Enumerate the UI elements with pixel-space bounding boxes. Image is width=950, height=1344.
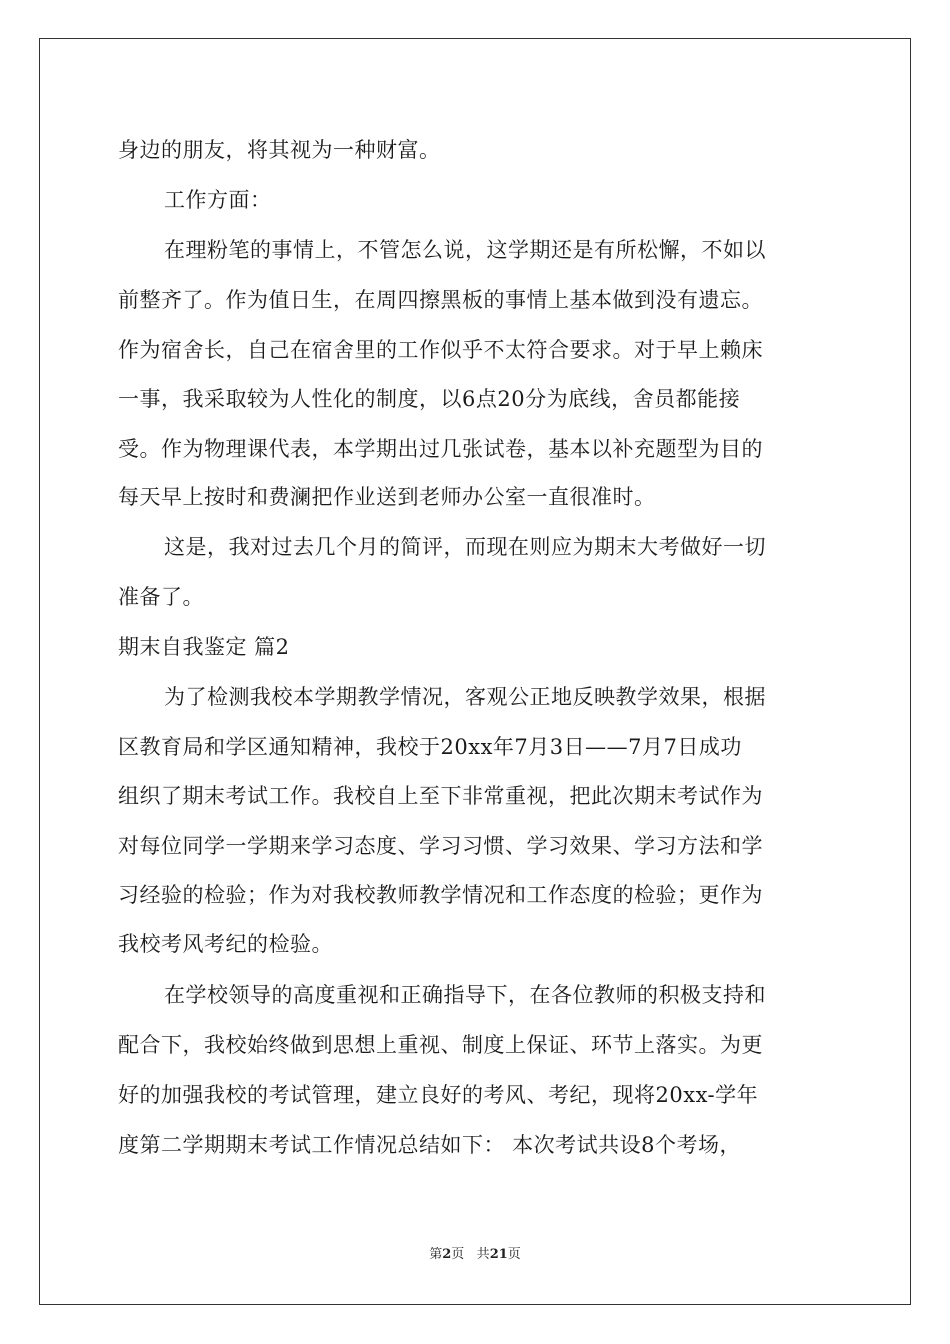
text-line-9: 这是，我对过去几个月的简评，而现在则应为期末大考做好一切 — [164, 535, 766, 559]
footer-page-prefix: 第 — [429, 1247, 443, 1262]
footer-total-prefix: 共 — [476, 1247, 490, 1262]
footer-page-suffix: 页 — [451, 1247, 465, 1262]
text-line-14: 组织了期末考试工作。我校自上至下非常重视，把此次期末考试作为 — [118, 784, 763, 808]
text-line-8: 每天早上按时和费澜把作业送到老师办公室一直很准时。 — [118, 485, 656, 509]
footer-total-suffix: 页 — [507, 1247, 521, 1262]
text-line-21: 度第二学期期末考试工作情况总结如下： 本次考试共设8个考场， — [118, 1133, 742, 1157]
page-frame — [39, 38, 911, 1305]
text-line-3: 在理粉笔的事情上，不管怎么说，这学期还是有所松懈，不如以 — [164, 238, 766, 262]
text-line-15: 对每位同学一学期来学习态度、学习习惯、学习效果、学习方法和学 — [118, 834, 763, 858]
text-line-4: 前整齐了。作为值日生，在周四擦黑板的事情上基本做到没有遗忘。 — [118, 288, 763, 312]
text-line-1: 身边的朋友，将其视为一种财富。 — [118, 138, 441, 162]
section-heading-work: 工作方面： — [164, 188, 272, 212]
text-line-17: 我校考风考纪的检验。 — [118, 932, 333, 956]
text-line-16: 习经验的检验；作为对我校教师教学情况和工作态度的检验；更作为 — [118, 883, 763, 907]
text-line-18: 在学校领导的高度重视和正确指导下，在各位教师的积极支持和 — [164, 983, 766, 1007]
article-heading-2: 期末自我鉴定 篇2 — [118, 635, 290, 659]
text-line-19: 配合下，我校始终做到思想上重视、制度上保证、环节上落实。为更 — [118, 1033, 763, 1057]
text-line-13: 区教育局和学区通知精神，我校于20xx年7月3日——7月7日成功 — [118, 735, 742, 759]
text-line-5: 作为宿舍长，自己在宿舍里的工作似乎不太符合要求。对于早上赖床 — [118, 338, 763, 362]
page-footer — [0, 1243, 950, 1262]
footer-page-total: 21 — [489, 1247, 508, 1262]
text-line-6: 一事，我采取较为人性化的制度，以6点20分为底线，舍员都能接 — [118, 387, 741, 411]
text-line-12: 为了检测我校本学期教学情况，客观公正地反映教学效果，根据 — [164, 685, 766, 709]
text-line-20: 好的加强我校的考试管理，建立良好的考风、考纪，现将20xx-学年 — [118, 1083, 759, 1107]
footer-page-current: 2 — [442, 1247, 452, 1262]
text-line-10: 准备了。 — [118, 585, 204, 609]
text-line-7: 受。作为物理课代表，本学期出过几张试卷，基本以补充题型为目的 — [118, 437, 763, 461]
